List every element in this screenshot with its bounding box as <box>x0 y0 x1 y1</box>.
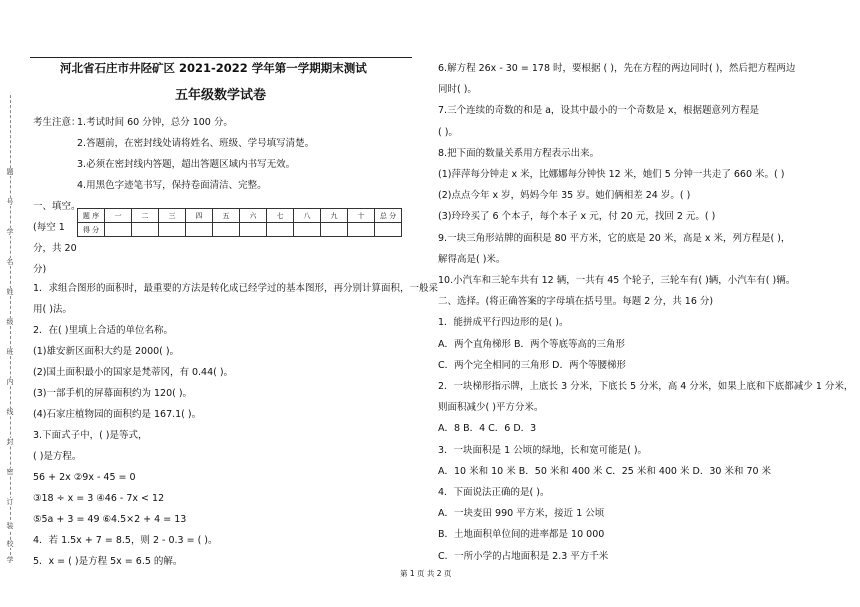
exam-title: 河北省石庄市井陉矿区 2021-2022 学年第一学期期末测试 <box>60 61 367 75</box>
score-table-header-row <box>78 209 402 223</box>
question-line: 2．一块梯形指示牌，上底长 3 分米，下底长 5 分米，高 4 分米，如果上底和下底都减少 1 分米， <box>438 381 854 392</box>
score-cell[interactable] <box>213 223 240 237</box>
question-line: ( )是方程。 <box>33 451 82 462</box>
binding-char: 姓 <box>6 288 14 296</box>
binding-char: 封 <box>6 438 14 446</box>
score-cell[interactable] <box>105 223 132 237</box>
question-line: 4．下面说法正确的是( )。 <box>438 487 550 498</box>
binding-char: 密 <box>6 468 14 476</box>
score-header-cell: 总 分 <box>375 209 402 223</box>
note-item: 1.考试时间 60 分钟，总分 100 分。 <box>77 117 233 128</box>
question-line: (4)石家庄植物园的面积约是 167.1( )。 <box>33 409 202 420</box>
question-line: 3．一块面积是 1 公顷的绿地，长和宽可能是( )。 <box>438 444 648 456</box>
question-line: (3)一部手机的屏幕面积约为 120( )。 <box>33 388 193 399</box>
score-row-label: 得 分 <box>78 223 105 237</box>
binding-char: 装 <box>6 522 14 530</box>
score-table-row <box>78 223 402 237</box>
score-cell[interactable] <box>186 223 213 237</box>
notes-label: 考生注意： <box>33 117 81 128</box>
score-header-cell: 三 <box>159 209 186 223</box>
score-cell[interactable] <box>375 223 402 237</box>
question-line: 1．求组合图形的面积时，最重要的方法是转化成已经学过的基本图形，再分别计算面积，一般采 <box>33 283 439 294</box>
question-line: ③18 ÷ x = 3 ④46 - 7x < 12 <box>33 493 165 504</box>
question-line: 6.解方程 26x - 30 = 178 时，要根据 ( )，先在方程的两边同时( )，然后把方程两边 <box>438 63 796 74</box>
section1-heading-line: 一、填空。 <box>33 201 81 212</box>
score-table <box>77 208 402 237</box>
question-line: 4．若 1.5x + 7 = 8.5，则 2 - 0.3 = ( )。 <box>33 535 218 546</box>
question-line: 1．能拼成平行四边形的是( )。 <box>438 317 569 329</box>
score-header-cell: 六 <box>240 209 267 223</box>
exam-subtitle: 五年级数学试卷 <box>175 88 267 103</box>
score-cell[interactable] <box>294 223 321 237</box>
question-line: (3)玲玲买了 6 个本子，每个本子 x 元，付 20 元，找回 2 元。( ) <box>438 211 716 223</box>
score-header-cell: 五 <box>213 209 240 223</box>
score-header-cell: 二 <box>132 209 159 223</box>
binding-char: 题 <box>6 168 14 176</box>
note-item: 3.必须在密封线内答题，超出答题区域内书写无效。 <box>77 159 296 170</box>
score-header-cell: 四 <box>186 209 213 223</box>
score-header-cell: 题 序 <box>78 209 105 223</box>
binding-char: 学 <box>6 556 14 564</box>
binding-char: 学 <box>6 228 14 236</box>
question-line: C．一所小学的占地面积是 2.3 平方千米 <box>438 550 609 562</box>
question-line: 9.一块三角形站牌的面积是 80 平方米，它的底是 20 米，高是 x 米，列方程是( )， <box>438 232 791 244</box>
question-line: 则面积减少( )平方分米。 <box>438 402 544 414</box>
question-line: 5．x = ( )是方程 5x = 6.5 的解。 <box>33 556 183 567</box>
binding-char: 号 <box>6 198 14 206</box>
question-line: A．一块麦田 990 平方米，接近 1 公顷 <box>438 508 605 520</box>
score-cell[interactable] <box>240 223 267 237</box>
binding-char: 内 <box>6 378 14 386</box>
binding-char: 校 <box>6 540 14 548</box>
score-header-cell: 一 <box>105 209 132 223</box>
note-item: 4.用黑色字迹笔书写，保持卷面清洁、完整。 <box>77 180 267 191</box>
binding-char: 级 <box>6 318 14 326</box>
question-line: 用( )法。 <box>33 304 72 315</box>
question-line: A．8 B．4 C．6 D．3 <box>438 423 537 435</box>
question-line: 二、选择。(将正确答案的字母填在括号里。每题 2 分，共 16 分) <box>438 296 714 308</box>
question-line: 7.三个连续的奇数的和是 a，设其中最小的一个奇数是 x，根据题意列方程是 <box>438 105 760 117</box>
question-line: (1)雄安新区面积大约是 2000( )。 <box>33 346 180 357</box>
question-line: 同时( )。 <box>438 84 477 96</box>
section1-heading-line: (每空 1 <box>33 222 65 233</box>
question-line: 10.小汽车和三轮车共有 12 辆，一共有 45 个轮子，三轮车有( )辆，小汽车有( )辆。 <box>438 275 796 286</box>
binding-char: 线 <box>6 408 14 416</box>
question-line: 8.把下面的数量关系用方程表示出来。 <box>438 147 600 159</box>
page-footer: 第 1 页 共 2 页 <box>400 569 452 578</box>
binding-char: 名 <box>6 258 14 266</box>
score-cell[interactable] <box>348 223 375 237</box>
score-cell[interactable] <box>321 223 348 237</box>
question-line: ⑤5a + 3 = 49 ⑥4.5×2 + 4 = 13 <box>33 514 187 525</box>
header-rule <box>30 57 412 58</box>
question-line: A．10 米和 10 米 B．50 米和 400 米 C．25 米和 400 米 D．30 米和 70 米 <box>438 465 772 477</box>
question-line: (1)萍萍每分钟走 x 米，比娜娜每分钟快 12 米，她们 5 分钟一共走了 660 米。( ) <box>438 169 785 180</box>
score-cell[interactable] <box>159 223 186 237</box>
note-item: 2.答题前，在密封线处请将姓名、班级、学号填写清楚。 <box>77 138 315 149</box>
binding-char: 班 <box>6 348 14 356</box>
question-line: 解得高是( )米。 <box>438 253 506 265</box>
score-cell[interactable] <box>132 223 159 237</box>
binding-char: 订 <box>6 498 14 506</box>
score-header-cell: 九 <box>321 209 348 223</box>
question-line: B．土地面积单位间的进率都是 10 000 <box>438 529 605 541</box>
question-line: 56 + 2x ②9x - 45 = 0 <box>33 472 136 483</box>
question-line: A．两个直角梯形 B．两个等底等高的三角形 <box>438 338 626 350</box>
section1-heading-line: 分，共 20 <box>33 243 77 254</box>
section1-heading-line: 分) <box>33 264 47 275</box>
score-header-cell: 八 <box>294 209 321 223</box>
question-line: 3.下面式子中，( )是等式， <box>33 430 148 441</box>
question-line: C．两个完全相同的三角形 D．两个等腰梯形 <box>438 359 626 371</box>
score-cell[interactable] <box>267 223 294 237</box>
question-line: (2)点点今年 x 岁，妈妈今年 35 岁。她们俩相差 24 岁。( ) <box>438 190 691 202</box>
question-line: 2．在( )里填上合适的单位名称。 <box>33 325 173 336</box>
score-header-cell: 十 <box>348 209 375 223</box>
question-line: ( )。 <box>438 126 458 138</box>
score-header-cell: 七 <box>267 209 294 223</box>
question-line: (2)国土面积最小的国家是梵蒂冈，有 0.44( )。 <box>33 367 234 378</box>
